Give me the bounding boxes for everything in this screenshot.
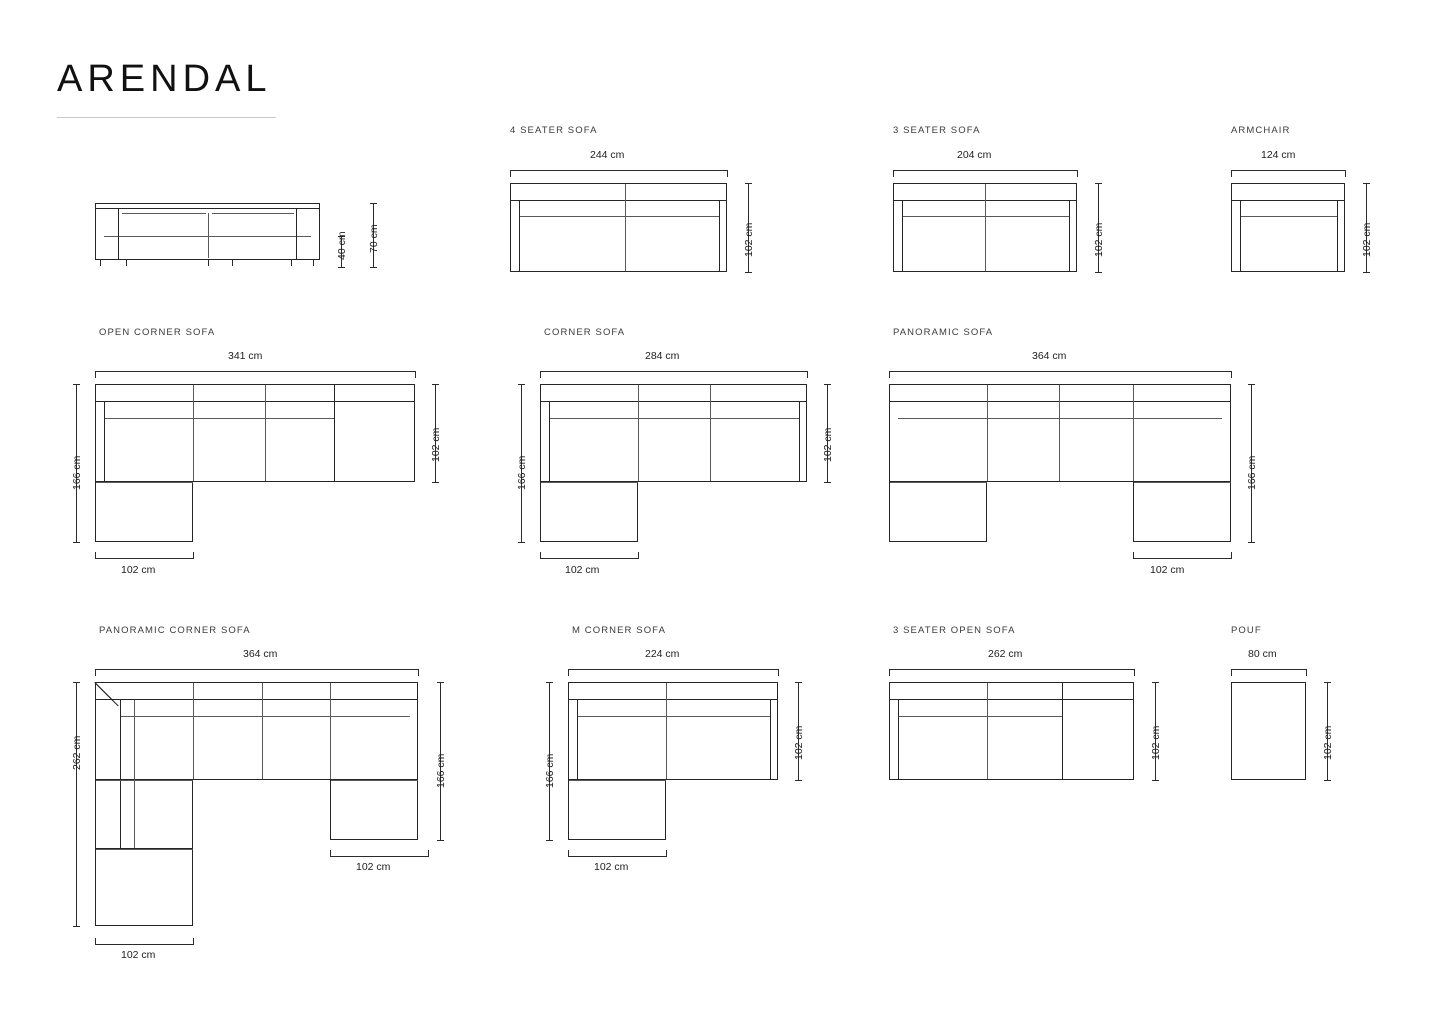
dim-tick-102pcr-r [428,850,429,857]
plan-arm-left-armchair [1240,201,1241,271]
front-view-leg-1 [100,260,101,266]
plan-split-corner-2 [710,385,711,481]
dim-label-pc-width: 364 cm [243,648,278,660]
plan-seatline-corner [549,418,799,419]
dim-line-364 [889,371,1231,372]
dim-label-armchair-width: 124 cm [1261,149,1296,161]
dim-tick-102m-t [795,682,802,683]
dim-tick-224-r [778,669,779,676]
plan-chaise-edge-panoramic-l [890,482,987,483]
plan-backrest-m-corner [569,699,777,700]
plan-seatline-open-corner [104,418,334,419]
dim-tick-102mb-l [568,850,569,857]
plan-chaise-edge-open-corner [96,482,193,483]
plan-split-open-corner-3 [334,385,335,481]
plan-split-4-seater [625,184,626,271]
plan-arm-left-3so [898,700,899,779]
dim-tick-244-l [510,170,511,177]
dim-label-pouf-width: 80 cm [1248,648,1277,660]
plan-body-pc-top [95,682,418,780]
dim-tick-284-l [540,371,541,378]
plan-body-pc-left-chaise [95,849,193,926]
dim-tick-262so-r [1134,669,1135,676]
plan-body-panoramic-chaise-right [1133,482,1231,542]
dim-line-102-corner-bottom [540,558,638,559]
front-view-backline [96,208,319,209]
dim-label-corner-total-depth: 166 cm [516,455,528,490]
plan-body-corner-chaise [540,482,638,542]
dim-tick-166m-t [546,682,553,683]
dim-label-3so-depth: 102 cm [1150,725,1162,760]
dim-label-m-corner-total-depth: 166 cm [544,753,556,788]
plan-body-panoramic-chaise-left [889,482,987,542]
plan-split-panoramic-2 [1059,385,1060,481]
dim-tick-102-armchair-t [1363,183,1370,184]
front-view-cushion-left [122,213,206,214]
dim-tick-262-t [73,682,80,683]
dim-tick-102pcl-r [193,938,194,945]
dim-label-m-corner-depth: 102 cm [793,725,805,760]
dim-label-panoramic-depth: 166 cm [1246,455,1258,490]
dim-tick-102pouf-t [1324,682,1331,683]
dim-tick-80-r [1306,669,1307,676]
dim-tick-102pcr-l [330,850,331,857]
plan-edge-pc-left-2 [96,849,193,850]
plan-split-3-seater [985,184,986,271]
dim-tick-124-l [1231,170,1232,177]
plan-split-panoramic-3 [1133,385,1134,481]
dim-tick-102b-pan-l [1133,552,1134,559]
plan-backrest-pc [96,699,417,700]
plan-body-open-corner-top [95,384,415,482]
dim-line-204 [893,170,1077,171]
dim-tick-102pouf-b [1324,780,1331,781]
dim-tick-102b-open-r [193,552,194,559]
dim-tick-40-bottom [338,267,345,268]
plan-chaise-edge-panoramic-r [1134,482,1231,483]
label-3-seater-sofa: 3 SEATER SOFA [893,125,981,136]
plan-chaise-edge-m-corner [569,780,666,781]
dim-label-3-seater-depth: 102 cm [1093,222,1105,257]
dim-line-102-m-corner-bottom [568,856,666,857]
plan-arm-right-corner [799,402,800,481]
plan-backrest-3so [890,699,1133,700]
dim-tick-364pc-r [418,669,419,676]
plan-split-open-corner-2 [265,385,266,481]
plan-seatline-pc [120,716,410,717]
dim-label-corner-depth: 102 cm [822,427,834,462]
plan-split-pc-3 [330,683,331,779]
dim-tick-224-l [568,669,569,676]
dim-label-4-seater-depth: 102 cm [743,222,755,257]
dim-tick-166pc-t [437,682,444,683]
dim-label-pc-chaise-right: 102 cm [356,861,391,873]
dim-tick-364-r [1231,371,1232,378]
dim-label-panoramic-chaise-width: 102 cm [1150,564,1185,576]
dim-label-armchair-depth: 102 cm [1361,222,1373,257]
dim-tick-102-3seater-b [1095,272,1102,273]
plan-seatline-4-seater [519,216,719,217]
plan-split-m-corner-1 [666,683,667,779]
dim-line-102-pc-left [95,944,193,945]
dim-tick-166-corner-t [518,384,525,385]
page-title: ARENDAL [57,58,272,100]
plan-arm-left-m-corner [577,700,578,779]
dim-tick-102-open-t [432,384,439,385]
plan-arm-left-open-corner [104,402,105,481]
dim-tick-166-open-t [73,384,80,385]
plan-body-m-corner-top [568,682,778,780]
dim-tick-204-r [1077,170,1078,177]
dim-line-284 [540,371,807,372]
dim-tick-364pc-l [95,669,96,676]
dim-tick-124-r [1345,170,1346,177]
plan-seatline-armchair [1240,216,1337,217]
dim-tick-102b-corner-r [638,552,639,559]
label-4-seater-sofa: 4 SEATER SOFA [510,125,598,136]
dim-tick-166-corner-b [518,542,525,543]
front-view-cushion-right [212,213,294,214]
dim-label-pc-depth: 262 cm [71,735,83,770]
dim-tick-70-bottom [370,267,377,268]
plan-split-corner-1 [638,385,639,481]
dim-tick-102b-pan-r [1231,552,1232,559]
plan-split-pc-2 [262,683,263,779]
label-panoramic-sofa: PANORAMIC SOFA [893,327,994,338]
dim-label-4-seater-width: 244 cm [590,149,625,161]
plan-body-panoramic-top [889,384,1231,482]
dim-label-3-seater-width: 204 cm [957,149,992,161]
label-panoramic-corner-sofa: PANORAMIC CORNER SOFA [99,625,251,636]
dim-tick-166-pan-t [1248,384,1255,385]
plan-body-open-corner-chaise [95,482,193,542]
dim-label-corner-chaise-width: 102 cm [565,564,600,576]
dim-label-pc-right-depth: 166 cm [435,753,447,788]
dim-tick-80-l [1231,669,1232,676]
plan-split-panoramic-1 [987,385,988,481]
front-view-arm-left [118,209,119,259]
plan-arm-left-3-seater [902,201,903,271]
front-view-seat-split [208,213,209,258]
plan-body-pc-right-chaise [330,780,418,840]
label-3-seater-open-sofa: 3 SEATER OPEN SOFA [893,625,1016,636]
plan-body-pouf [1231,682,1306,780]
label-pouf: POUF [1231,625,1262,636]
dim-label-height: 70 cm [368,224,380,253]
front-view-leg-4 [232,260,233,266]
plan-backrest-4-seater [511,200,726,201]
title-divider [57,117,276,118]
plan-arm-right-m-corner [770,700,771,779]
dim-line-262-3so [889,669,1134,670]
dim-tick-204-l [893,170,894,177]
dim-line-244 [510,170,727,171]
dim-tick-166pc-b [437,840,444,841]
front-view-leg-6 [313,260,314,266]
plan-backrest-armchair [1232,200,1344,201]
dim-tick-102-3seater-t [1095,183,1102,184]
dim-label-3so-width: 262 cm [988,648,1023,660]
dim-tick-102b-open-l [95,552,96,559]
dim-tick-341-l [95,371,96,378]
dim-tick-244-r [727,170,728,177]
plan-body-pc-left-mid [95,780,193,849]
dim-label-panoramic-width: 364 cm [1032,350,1067,362]
dim-tick-102pcl-l [95,938,96,945]
dim-label-corner-width: 284 cm [645,350,680,362]
plan-split-3so-2 [1062,683,1063,779]
plan-body-3so [889,682,1134,780]
plan-seatline-3so [898,716,1062,717]
dim-tick-102-4seater-b [745,272,752,273]
plan-edge-pc-right [331,780,418,781]
dim-tick-102-corner-b [824,482,831,483]
dim-tick-166m-b [546,840,553,841]
dim-label-open-corner-depth: 102 cm [430,427,442,462]
plan-arm-right-4-seater [719,201,720,271]
plan-body-4-seater [510,183,727,272]
plan-split-open-corner-1 [193,385,194,481]
front-view-leg-5 [291,260,292,266]
label-corner-sofa: CORNER SOFA [544,327,626,338]
dim-line-80 [1231,669,1306,670]
dim-label-pouf-depth: 102 cm [1322,725,1334,760]
plan-arm-left-4-seater [519,201,520,271]
dim-tick-102so-b [1152,780,1159,781]
plan-backrest-open-corner [96,401,414,402]
dim-tick-102mb-r [666,850,667,857]
plan-split-3so-1 [987,683,988,779]
dim-tick-70-top [370,203,377,204]
dim-tick-102-4seater-t [745,183,752,184]
plan-edge-pc-left-1 [96,780,193,781]
dim-tick-262so-l [889,669,890,676]
dim-label-m-corner-chaise-width: 102 cm [594,861,629,873]
plan-inner-left-pc [120,700,121,848]
plan-backrest-panoramic [890,401,1230,402]
label-armchair: ARMCHAIR [1231,125,1291,136]
dim-line-364-pc [95,669,418,670]
plan-arm-right-3-seater [1069,201,1070,271]
dim-tick-341-r [415,371,416,378]
dim-label-open-corner-chaise-width: 102 cm [121,564,156,576]
dim-label-m-corner-width: 224 cm [645,648,680,660]
dim-line-102-pc-right [330,856,428,857]
dim-label-open-corner-total-depth: 166 cm [71,455,83,490]
dim-tick-102b-corner-l [540,552,541,559]
dim-tick-166-open-b [73,542,80,543]
plan-split-pc-1 [193,683,194,779]
dim-tick-166-pan-b [1248,542,1255,543]
front-view-leg-2 [126,260,127,266]
dim-tick-102m-b [795,780,802,781]
dim-line-102-panoramic-bottom [1133,558,1231,559]
dim-tick-284-r [807,371,808,378]
plan-chaise-edge-corner [541,482,638,483]
dim-line-102-open-corner-bottom [95,558,193,559]
dim-label-seat-height: 40 cm [336,231,348,260]
plan-arm-left-corner [549,402,550,481]
dim-tick-102so-t [1152,682,1159,683]
front-view-arm-right [296,209,297,259]
dim-line-262 [76,682,77,926]
plan-seatline-m-corner [577,716,770,717]
plan-body-corner-top [540,384,807,482]
plan-inner-left2-pc [134,700,135,848]
dim-line-124 [1231,170,1345,171]
plan-body-m-corner-chaise [568,780,666,840]
label-m-corner-sofa: M CORNER SOFA [572,625,667,636]
plan-backrest-corner [541,401,806,402]
front-view-leg-3 [208,260,209,266]
dim-line-341 [95,371,415,372]
dim-tick-102-corner-t [824,384,831,385]
dim-label-pc-chaise-left: 102 cm [121,949,156,961]
dim-tick-102-open-b [432,482,439,483]
label-open-corner-sofa: OPEN CORNER SOFA [99,327,216,338]
dim-label-open-corner-width: 341 cm [228,350,263,362]
dim-tick-262-b [73,926,80,927]
dim-tick-102-armchair-b [1363,272,1370,273]
dim-tick-364-l [889,371,890,378]
plan-seatline-panoramic [898,418,1222,419]
plan-body-armchair [1231,183,1345,272]
dim-line-224 [568,669,778,670]
plan-arm-right-armchair [1337,201,1338,271]
